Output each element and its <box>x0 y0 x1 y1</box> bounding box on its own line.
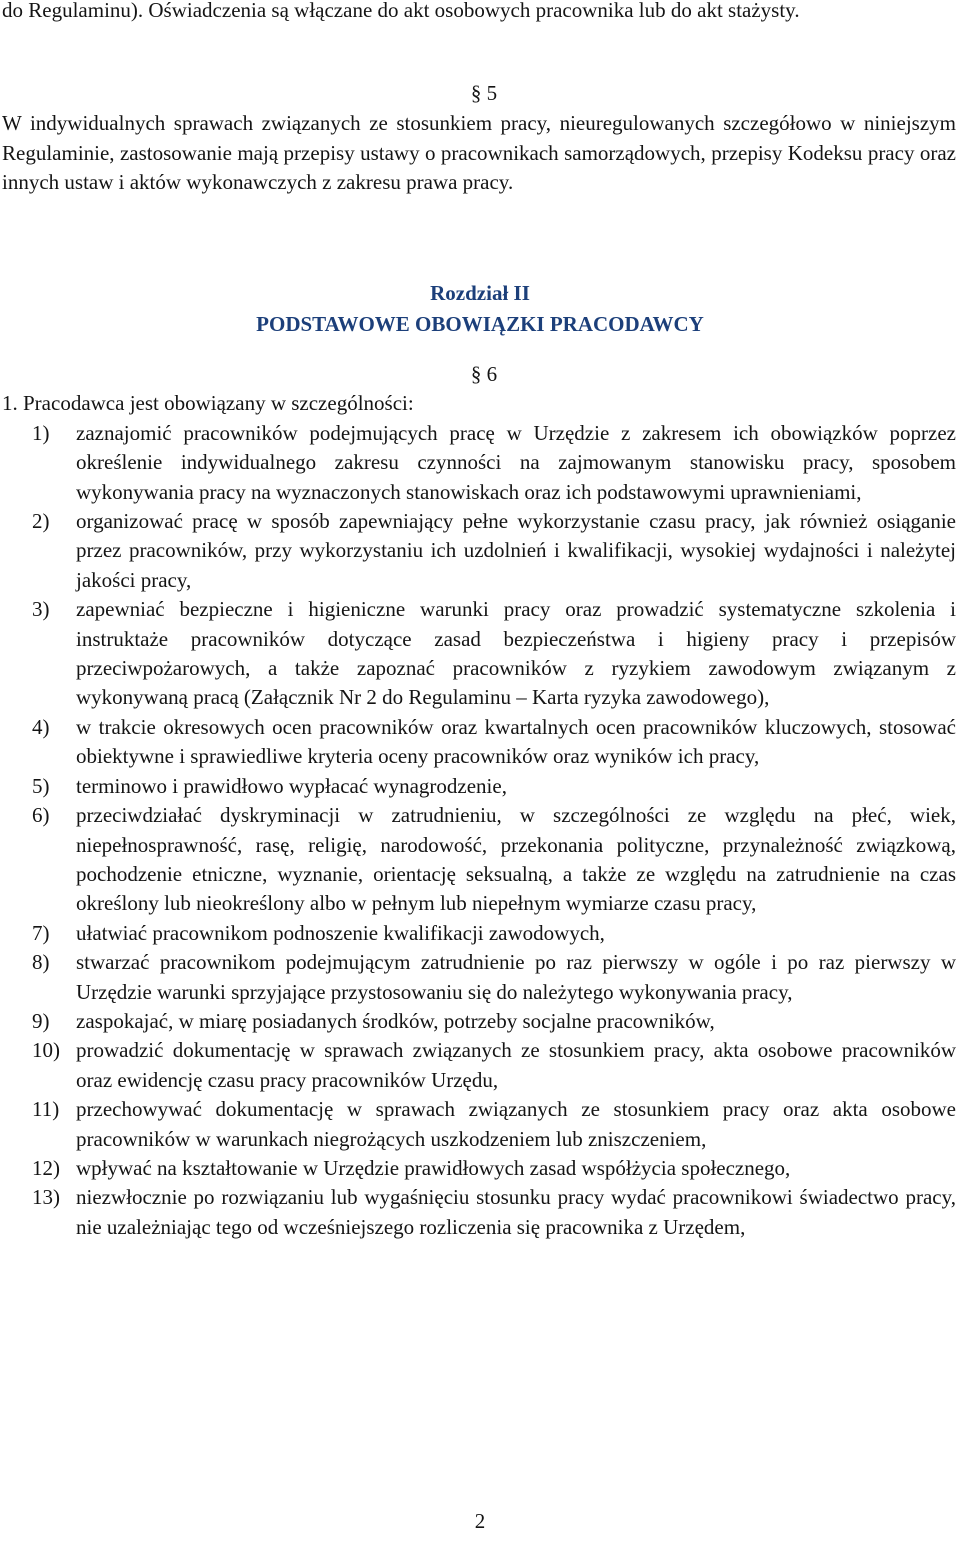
list-item-number: 11) <box>32 1097 60 1122</box>
list-item <box>2 507 956 595</box>
list-item-text: stwarzać pracownikom podejmującym zatrudnienie po raz pierwszy w ogóle i po raz pierwszy w Urzędzie warunki sprzyjające przystosowaniu się do należytego wykonywania pracy, <box>76 950 956 1004</box>
list-item <box>2 595 956 713</box>
page-number: 2 <box>474 1509 486 1533</box>
list-item-number: 1) <box>32 420 50 445</box>
list-item-number: 5) <box>32 773 50 798</box>
chapter-subtitle: PODSTAWOWE OBOWIĄZKI PRACODAWCY <box>256 312 704 336</box>
chapter-heading <box>0 278 960 340</box>
list-item-text: zaspokajać, w miarę posiadanych środków, potrzeby socjalne pracowników, <box>76 1008 715 1033</box>
list-item <box>2 1154 956 1183</box>
list-item <box>2 419 956 507</box>
intro-paragraph: do Regulaminu). Oświadczenia są włączane do akt osobowych pracownika lub do akt stażysty. <box>2 0 800 22</box>
section-6 <box>2 360 956 1242</box>
list-item <box>2 919 956 948</box>
section-6-mark: § 6 <box>470 362 498 386</box>
section-5 <box>2 79 956 198</box>
section-6-lead: 1. Pracodawca jest obowiązany w szczególności: <box>2 391 414 416</box>
list-item-number: 3) <box>32 597 50 622</box>
list-item <box>2 1007 956 1036</box>
list-item-number: 6) <box>32 803 50 828</box>
list-item <box>2 1183 956 1242</box>
list-item-text: prowadzić dokumentację w sprawach związanych ze stosunkiem pracy, akta osobowe pracowników oraz ewidencję czasu pracy pracowników Urzędu, <box>76 1038 956 1092</box>
list-item-number: 9) <box>32 1008 50 1033</box>
section-5-body: W indywidualnych sprawach związanych ze stosunkiem pracy, nieuregulowanych szczegółowo w niniejszym Regulaminie, zastosowanie mają przepisy ustawy o pracownikach samorządowych, przepisy Kodeksu pracy oraz innych ustaw i aktów wykonawczych z zakresu prawa pracy. <box>2 111 956 195</box>
section-5-mark: § 5 <box>470 81 498 105</box>
list-item-number: 10) <box>32 1038 60 1063</box>
list-item <box>2 948 956 1007</box>
list-item-number: 8) <box>32 950 50 975</box>
list-item-text: przechowywać dokumentację w sprawach związanych ze stosunkiem pracy oraz akta osobowe pracowników w warunkach niegrożących uszkodzeniem lub zniszczeniem, <box>76 1097 956 1151</box>
list-item-text: organizować pracę w sposób zapewniający pełne wykorzystanie czasu pracy, jak również osiąganie przez pracowników, przy wykorzystaniu ich uzdolnień i kwalifikacji, wysokiej wydajności i należytej jakości pracy, <box>76 509 956 592</box>
list-item-text: ułatwiać pracownikom podnoszenie kwalifikacji zawodowych, <box>76 920 605 945</box>
list-item <box>2 1036 956 1095</box>
list-item-text: terminowo i prawidłowo wypłacać wynagrodzenie, <box>76 773 507 798</box>
obligations-list <box>2 419 956 1242</box>
list-item <box>2 801 956 919</box>
list-item-text: niezwłocznie po rozwiązaniu lub wygaśnięciu stosunku pracy wydać pracownikowi świadectwo pracy, nie uzależniając tego od wcześniejszego rozliczenia się pracownika z Urzędem, <box>76 1185 956 1239</box>
list-item-number: 2) <box>32 509 50 534</box>
list-item-number: 12) <box>32 1155 60 1180</box>
list-item-text: przeciwdziałać dyskryminacji w zatrudnieniu, w szczególności ze względu na płeć, wiek, niepełnosprawność, rasę, religię, narodowość, przekonania polityczne, przynależność związkową, pochodzenie etniczne, wyznanie, orientację seksualną, a także ze względu na zatrudnienie na czas określony lub nieokreślony albo w pełnym lub niepełnym wymiarze czasu pracy, <box>76 803 956 916</box>
list-item <box>2 1095 956 1154</box>
list-item-text: w trakcie okresowych ocen pracowników oraz kwartalnych ocen pracowników kluczowych, stosować obiektywne i sprawiedliwe kryteria oceny pracowników oraz wyników ich pracy, <box>76 714 956 769</box>
list-item <box>2 772 956 801</box>
list-item-text: wpływać na kształtowanie w Urzędzie prawidłowych zasad współżycia społecznego, <box>76 1155 791 1180</box>
list-item-number: 13) <box>32 1185 60 1210</box>
list-item-number: 4) <box>32 714 50 739</box>
list-item-text: zaznajomić pracowników podejmujących pracę w Urzędzie z zakresem ich obowiązków poprzez określenie indywidualnego zakresu czynności na zajmowanym stanowisku pracy, sposobem wykonywania pracy na wyznaczonych stanowiskach oraz ich podstawowymi uprawnieniami, <box>76 420 956 504</box>
list-item-text: zapewniać bezpieczne i higieniczne warunki pracy oraz prowadzić systematyczne szkolenia i instruktaże pracowników dotyczące zasad bezpieczeństwa i higieny pracy i przepisów przeciwpożarowych, a także zapoznać pracowników z ryzykiem zawodowym związanym z wykonywaną pracą (Załącznik Nr 2 do Regulaminu – Karta ryzyka zawodowego), <box>76 597 956 710</box>
list-item <box>2 713 956 772</box>
list-item-number: 7) <box>32 920 50 945</box>
chapter-title: Rozdział II <box>430 281 530 305</box>
